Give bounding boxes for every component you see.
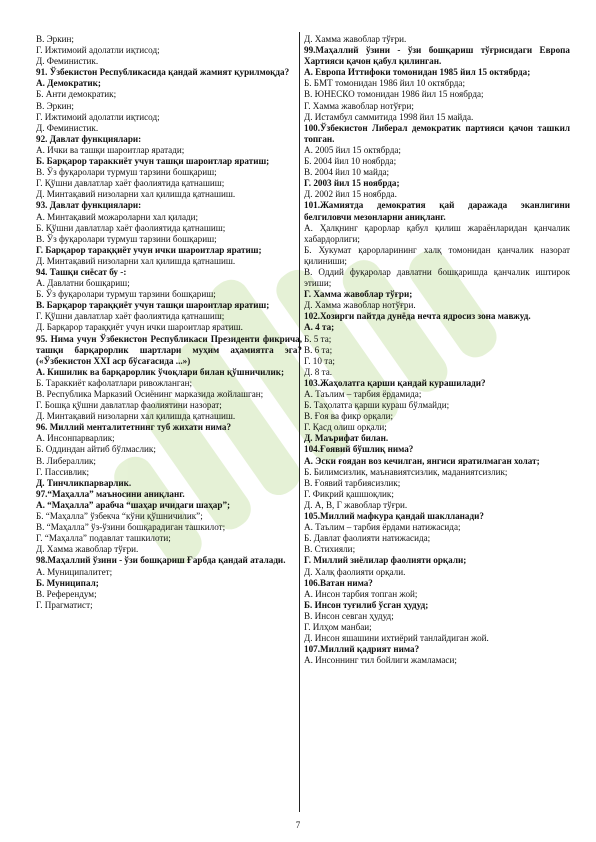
answer-option: Г. “Маҳалла” подавлат ташкилоти; [36,533,171,544]
answer-option: Б. БМТ томонидан 1986 йил 10 октябрда; [304,78,466,89]
answer-option: В. Оддий фуқаролар давлатни бошқаришда қанчалик иштирок этиши; [304,266,570,289]
right-column [304,34,570,666]
answer-option: А. Инсон тарбия топган жой; [304,588,418,599]
answer-option: Г. Прагматист; [36,599,93,610]
question-text: 101.Жамиятда демократия қай даражада эканлигини белгиловчи мезонларни аниқланг. [304,200,570,222]
answer-option: В. Ғоя ва фикр орқали; [304,411,394,422]
answer-option: В. ЮНЕСКО томонидан 1986 йил 15 ноябрда; [304,89,484,100]
answer-option: В. Инсон севган ҳудуд; [304,610,394,621]
answer-option: А. Минтақавий можароларни хал қилади; [36,211,199,222]
answer-option: Д. А, В, Г жавоблар тўғри. [304,499,408,510]
answer-option: Г. Ижтимоий адолатли иқтисод; [36,111,160,122]
answer-option: А. Муниципалитет; [36,566,113,577]
correct-answer-option: В. Барқарор тараққиёт учун ташқи шароитлар яратиш; [36,300,270,311]
answer-option: В. 6 та; [304,344,333,355]
answer-option: В. Либераллик; [36,455,96,466]
column-divider [299,32,300,812]
answer-option: Г. Бошқа қўшни давлатлар фаолиятини назорат; [36,400,222,411]
question-text: 105.Миллий мафкура қандай шаклланади? [304,511,484,522]
correct-answer-option: А. 4 та; [304,322,335,333]
question-text: 99.Маҳаллий ўзини - ўзи бошқариш тўғрисидаги Европа Хартияси қачон қабул қилинган. [304,45,570,67]
answer-option: Г. Пассивлик; [36,466,90,477]
answer-option: Б. Анти демократик; [36,89,117,100]
correct-answer-option: Б. Инсон туғилиб ўсган ҳудуд; [304,599,429,610]
correct-answer-option: А. Кишилик ва барқарорлик ўчоқлари билан қўшничилик; [36,366,285,377]
question-text: 106.Ватан нима? [304,577,373,588]
question-text: 94. Ташқи сиёсат бу -: [36,266,127,277]
answer-option: А. Инсоннинг тил бойлиги жамламаси; [304,655,457,666]
answer-option: В. Эркин; [36,100,74,111]
answer-option: Б. Хукумат қарорларининг халқ томонидан қанчалик назорат қилиниши; [304,244,570,266]
answer-option: Д. Минтақавий низоларни хал қилишда қатнашиш. [36,189,236,200]
question-text: 95. Нима учун Ўзбекистон Республикаси Президенти фикрича, ташқи барқарорлик шартлари муҳим аҳамиятга эга?(«Ўзбекистон XXI аср бўсағасида ...») [36,333,302,366]
answer-option: А. Таълим – тарбия ёрдамида; [304,389,422,399]
answer-option: В. 2004 йил 10 майда; [304,167,390,178]
answer-option: Д. 2002 йил 15 ноябрда. [304,189,397,200]
correct-answer-option: Д. Маърифат билан. [304,433,389,444]
question-text: 104.Ғоявий бўшлиқ нима? [304,444,414,455]
question-text: 98.Маҳаллий ўзини - ўзи бошқариш Ғарбда қандай аталади. [36,555,286,566]
answer-option: В. Ўз фуқаролари турмуш тарзини бошқариш; [36,233,217,244]
answer-option: Б. Таҳолатга қарши кураш бўлмайди; [304,400,450,411]
answer-option: Д. 8 та. [304,366,333,377]
answer-option: В. Республика Марказий Осиёнинг марказида жойлашган; [36,389,264,399]
question-text: 97.“Маҳалла” маъносини аниқланг. [36,488,185,499]
answer-option: Г. Илҳом манбаи; [304,621,372,632]
correct-answer-option: Г. Миллий зиёлилар фаолияти орқали; [304,555,467,566]
page-number: 7 [295,820,301,830]
correct-answer-option: Д. Тинчликпарварлик. [36,477,132,488]
answer-option: Б. Тараккиёт кафолатлари ривожланган; [36,377,193,388]
question-text: 102.Хозирги пайтда дунёда нечта ядросиз зона мавжуд. [304,311,531,322]
answer-option: Д. Хамма жавоблар тўғри. [304,34,407,44]
question-text: 91. Ўзбекистон Республикасида қандай жамият қурилмоқда? [36,67,290,78]
answer-option: Д. Минтақавий низоларни хал қилишда қатнашиш. [36,411,236,422]
answer-option: Г. Хамма жавоблар нотўғри; [304,100,414,111]
question-text: 103.Жаҳолатга қарши қандай курашилади? [304,377,486,388]
correct-answer-option: А. Эски ғоядан воз кечилган, янгиси яратилмаган холат; [304,455,540,466]
correct-answer-option: Б. Муниципал; [36,577,99,588]
answer-option: Б. 2004 йил 10 ноябрда; [304,156,397,167]
answer-option: Г. Қўшни давлатлар хаёт фаолиятида қатнашиш; [36,311,225,322]
answer-option: Д. Истамбул саммитида 1998 йил 15 майда. [304,111,474,122]
answer-option: Д. Халқ фаолияти орқали. [304,566,406,577]
question-text: 100.Ўзбекистон Либерал демократик партияси қачон ташкил топган. [304,122,570,144]
answer-option: А. 2005 йил 15 октябрда; [304,144,401,155]
answer-option: Д. Минтақавий низоларни хал қилишда қатнашиш. [36,255,236,266]
correct-answer-option: Г. 2003 йил 15 ноябрда; [304,178,400,189]
answer-option: А. Давлатни бошқариш; [36,278,130,289]
left-column [36,34,302,611]
answer-option: В. Эркин; [36,34,74,44]
answer-option: Г. Фикрий қашшоқлик; [304,488,394,499]
correct-answer-option: А. Европа Иттифоки томонидан 1985 йил 15 октябрда; [304,67,531,78]
answer-option: А. Ҳалқнинг қарорлар қабул қилиш жараёнларидан қанчалик хабардорлиги; [304,222,570,244]
answer-option: Б. Қўшни давлатлар хаёт фаолиятида қатнашиш; [36,222,226,233]
question-text: 96. Миллий менталитетнинг туб жихати нима? [36,422,232,433]
question-text: 92. Давлат функциялари: [36,133,142,144]
answer-option: В. Ғоявий тарбиясизлик; [304,477,401,488]
answer-option: А. Таълим – тарбия ёрдами натижасида; [304,522,461,533]
answer-option: Г. 10 та; [304,355,335,366]
answer-option: А. Инсонпарварлик; [36,433,115,444]
answer-option: Д. Хамма жавоблар тўғри. [36,544,139,555]
answer-option: В. Референдум; [36,588,97,599]
question-text: 93. Давлат функциялари: [36,200,142,211]
correct-answer-option: Г. Хамма жавоблар тўғри; [304,289,413,300]
question-text: 107.Миллий қадрият нима? [304,644,420,655]
answer-option: Д. Барқарор тараққиёт учун ички шароитлар яратиш. [36,322,243,333]
answer-option: Б. Оддиндан айтиб бўлмаслик; [36,444,156,455]
answer-option: Д. Хамма жавоблар нотўғри. [304,300,416,311]
answer-option: Б. Билимсизлик, маънавиятсизлик, маданиятсизлик; [304,466,508,477]
correct-answer-option: А. Демократик; [36,78,101,89]
answer-option: Г. Қасд олиш орқали; [304,422,387,433]
answer-option: Г. Ижтимоий адолатли иқтисод; [36,45,160,56]
answer-option: Б. Ўз фуқаролари турмуш тарзини бошқариш; [36,289,216,300]
answer-option: А. Ички ва ташқи шароитлар яратади; [36,144,185,155]
answer-option: Б. Давлат фаолияти натижасида; [304,533,431,544]
answer-option: В. “Маҳалла” ўз-ўзини бошқарадиган ташкилот; [36,522,226,533]
answer-option: В. Ўз фуқаролари турмуш тарзини бошқариш; [36,167,217,178]
answer-option: Д. Феминистик. [36,56,99,67]
answer-option: Д. Инсон яшашини ихтиёрий танлайдиган жой. [304,633,489,644]
answer-option: Б. 5 та; [304,333,332,344]
correct-answer-option: Б. Барқарор тараккиёт учун ташқи шароитлар яратиш; [36,156,270,167]
answer-option: В. Стихияли; [304,544,356,555]
correct-answer-option: Г. Барқарор тараққиёт учун ички шароитлар яратиш; [36,244,262,255]
correct-answer-option: А. “Маҳалла” арабча “шаҳар ичидаги шаҳар”; [36,499,231,510]
answer-option: Д. Феминистик. [36,122,99,133]
answer-option: Б. “Маҳалла” ўзбекча “кўни қўшничилик”; [36,511,203,522]
answer-option: Г. Қўшни давлатлар хаёт фаолиятида қатнашиш; [36,178,225,189]
